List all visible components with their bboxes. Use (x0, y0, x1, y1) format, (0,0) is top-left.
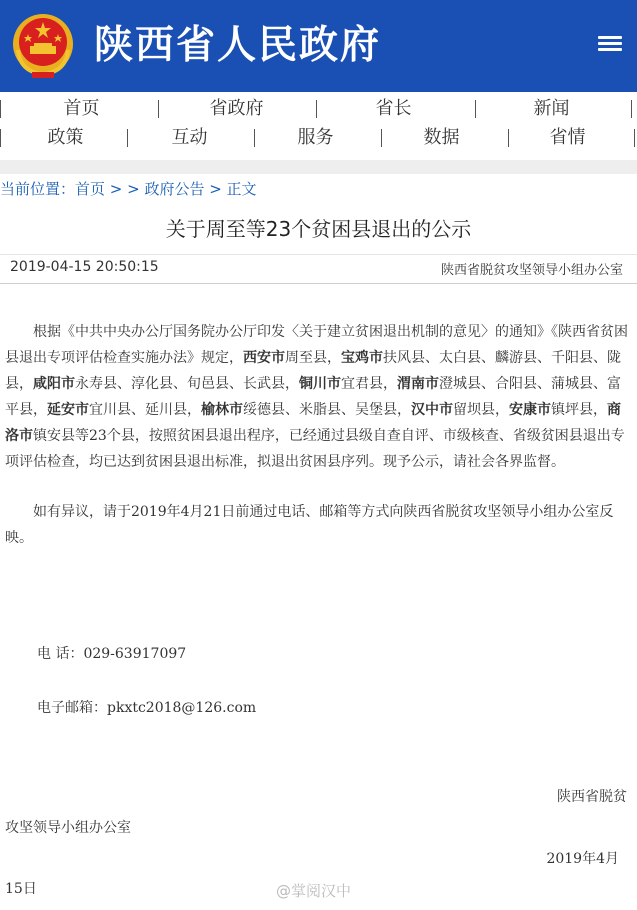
article-body (5, 319, 630, 551)
nav-item-governor[interactable]: 省长 (375, 98, 412, 119)
divider-bar (0, 160, 637, 174)
divider (0, 283, 637, 284)
national-emblem-icon (10, 10, 76, 82)
paragraph-objection: 如有异议，请于2019年4月21日前通过电话、邮箱等方式向陕西省脱贫攻坚领导小组办公室反映。 (5, 504, 614, 546)
nav-item-data[interactable]: 数据 (423, 127, 460, 148)
signature-date-line1: 2019年4月 (546, 851, 619, 867)
nav-item-news[interactable]: 新闻 (533, 98, 570, 119)
county-names: 宜君县， (341, 376, 397, 392)
divider (0, 254, 637, 255)
article-title: 关于周至等23个贫困县退出的公示 (165, 217, 472, 241)
city-name: 铜川市 (299, 376, 341, 392)
nav-item-province-info[interactable]: 省情 (549, 127, 586, 148)
city-name: 安康市 (509, 402, 551, 418)
nav-item-government[interactable]: 省政府 (209, 98, 264, 119)
county-names: 宜川县、延川县， (89, 402, 201, 418)
county-names: 永寿县、淳化县、旬邑县、长武县， (75, 376, 299, 392)
nav-item-home[interactable]: 首页 (63, 98, 100, 119)
city-name: 宝鸡市 (341, 350, 383, 366)
contact-phone: 电 话：029-63917097 (37, 646, 187, 662)
county-names: 澄城县、合阳县、蒲城县、富平县， (5, 376, 621, 418)
publisher: 陕西省脱贫攻坚领导小组办公室 (440, 263, 623, 278)
watermark: @掌阅汉中 (276, 882, 352, 900)
main-nav (0, 92, 637, 160)
county-names: 留坝县， (453, 402, 509, 418)
menu-icon[interactable] (598, 36, 622, 56)
city-name: 延安市 (47, 402, 89, 418)
signature-org-line2: 攻坚领导小组办公室 (5, 820, 131, 836)
city-name: 榆林市 (201, 402, 243, 418)
city-name: 咸阳市 (33, 376, 75, 392)
publish-date: 2019-04-15 20:50:15 (10, 259, 159, 275)
county-names: 扶风县、太白县、麟游县、千阳县、陇县， (5, 350, 621, 392)
signature-org-line1: 陕西省脱贫 (557, 789, 627, 805)
nav-item-service[interactable]: 服务 (297, 127, 334, 148)
city-name: 渭南市 (397, 376, 439, 392)
county-names: 镇安县 (33, 428, 75, 444)
site-title[interactable]: 陕西省人民政府 (94, 23, 382, 68)
nav-item-policy[interactable]: 政策 (47, 127, 84, 148)
paragraph-announcement: 根据《中共中央办公厅国务院办公厅印发〈关于建立贫困退出机制的意见〉的通知》《陕西省贫困县退出专项评估检查实施办法》规定，西安市周至县，宝鸡市扶风县、太白县、麟游县、千阳县、陇县，咸阳市永寿县、淳化县、旬邑县、长武县，铜川市宜君县，渭南市澄城县、合阳县、蒲城县、富平县，延安市宜川县、延川县，榆林市绥德县、米脂县、吴堡县，汉中市留坝县，安康市镇坪县，商洛市镇安县等23个县，按照贫困县退出程序，已经通过县级自查自评、市级核查、省级贫困县退出专项评估检查，均已达到贫困县退出标准，拟退出贫困县序列。现予公示，请社会各界监督。 (5, 324, 628, 470)
breadcrumb[interactable]: 当前位置：首页 > > 政府公告 > 正文 (0, 180, 257, 198)
city-name: 商洛市 (5, 402, 621, 444)
city-name: 西安市 (243, 350, 285, 366)
contact-email: 电子邮箱：pkxtc2018@126.com (37, 700, 257, 716)
signature-date-line2: 15日 (5, 881, 37, 897)
city-name: 汉中市 (411, 402, 453, 418)
county-names: 周至县， (285, 350, 341, 366)
county-names: 绥德县、米脂县、吴堡县， (243, 402, 411, 418)
county-names: 镇坪县， (551, 402, 607, 418)
site-header (0, 0, 637, 92)
nav-item-interaction[interactable]: 互动 (171, 127, 208, 148)
